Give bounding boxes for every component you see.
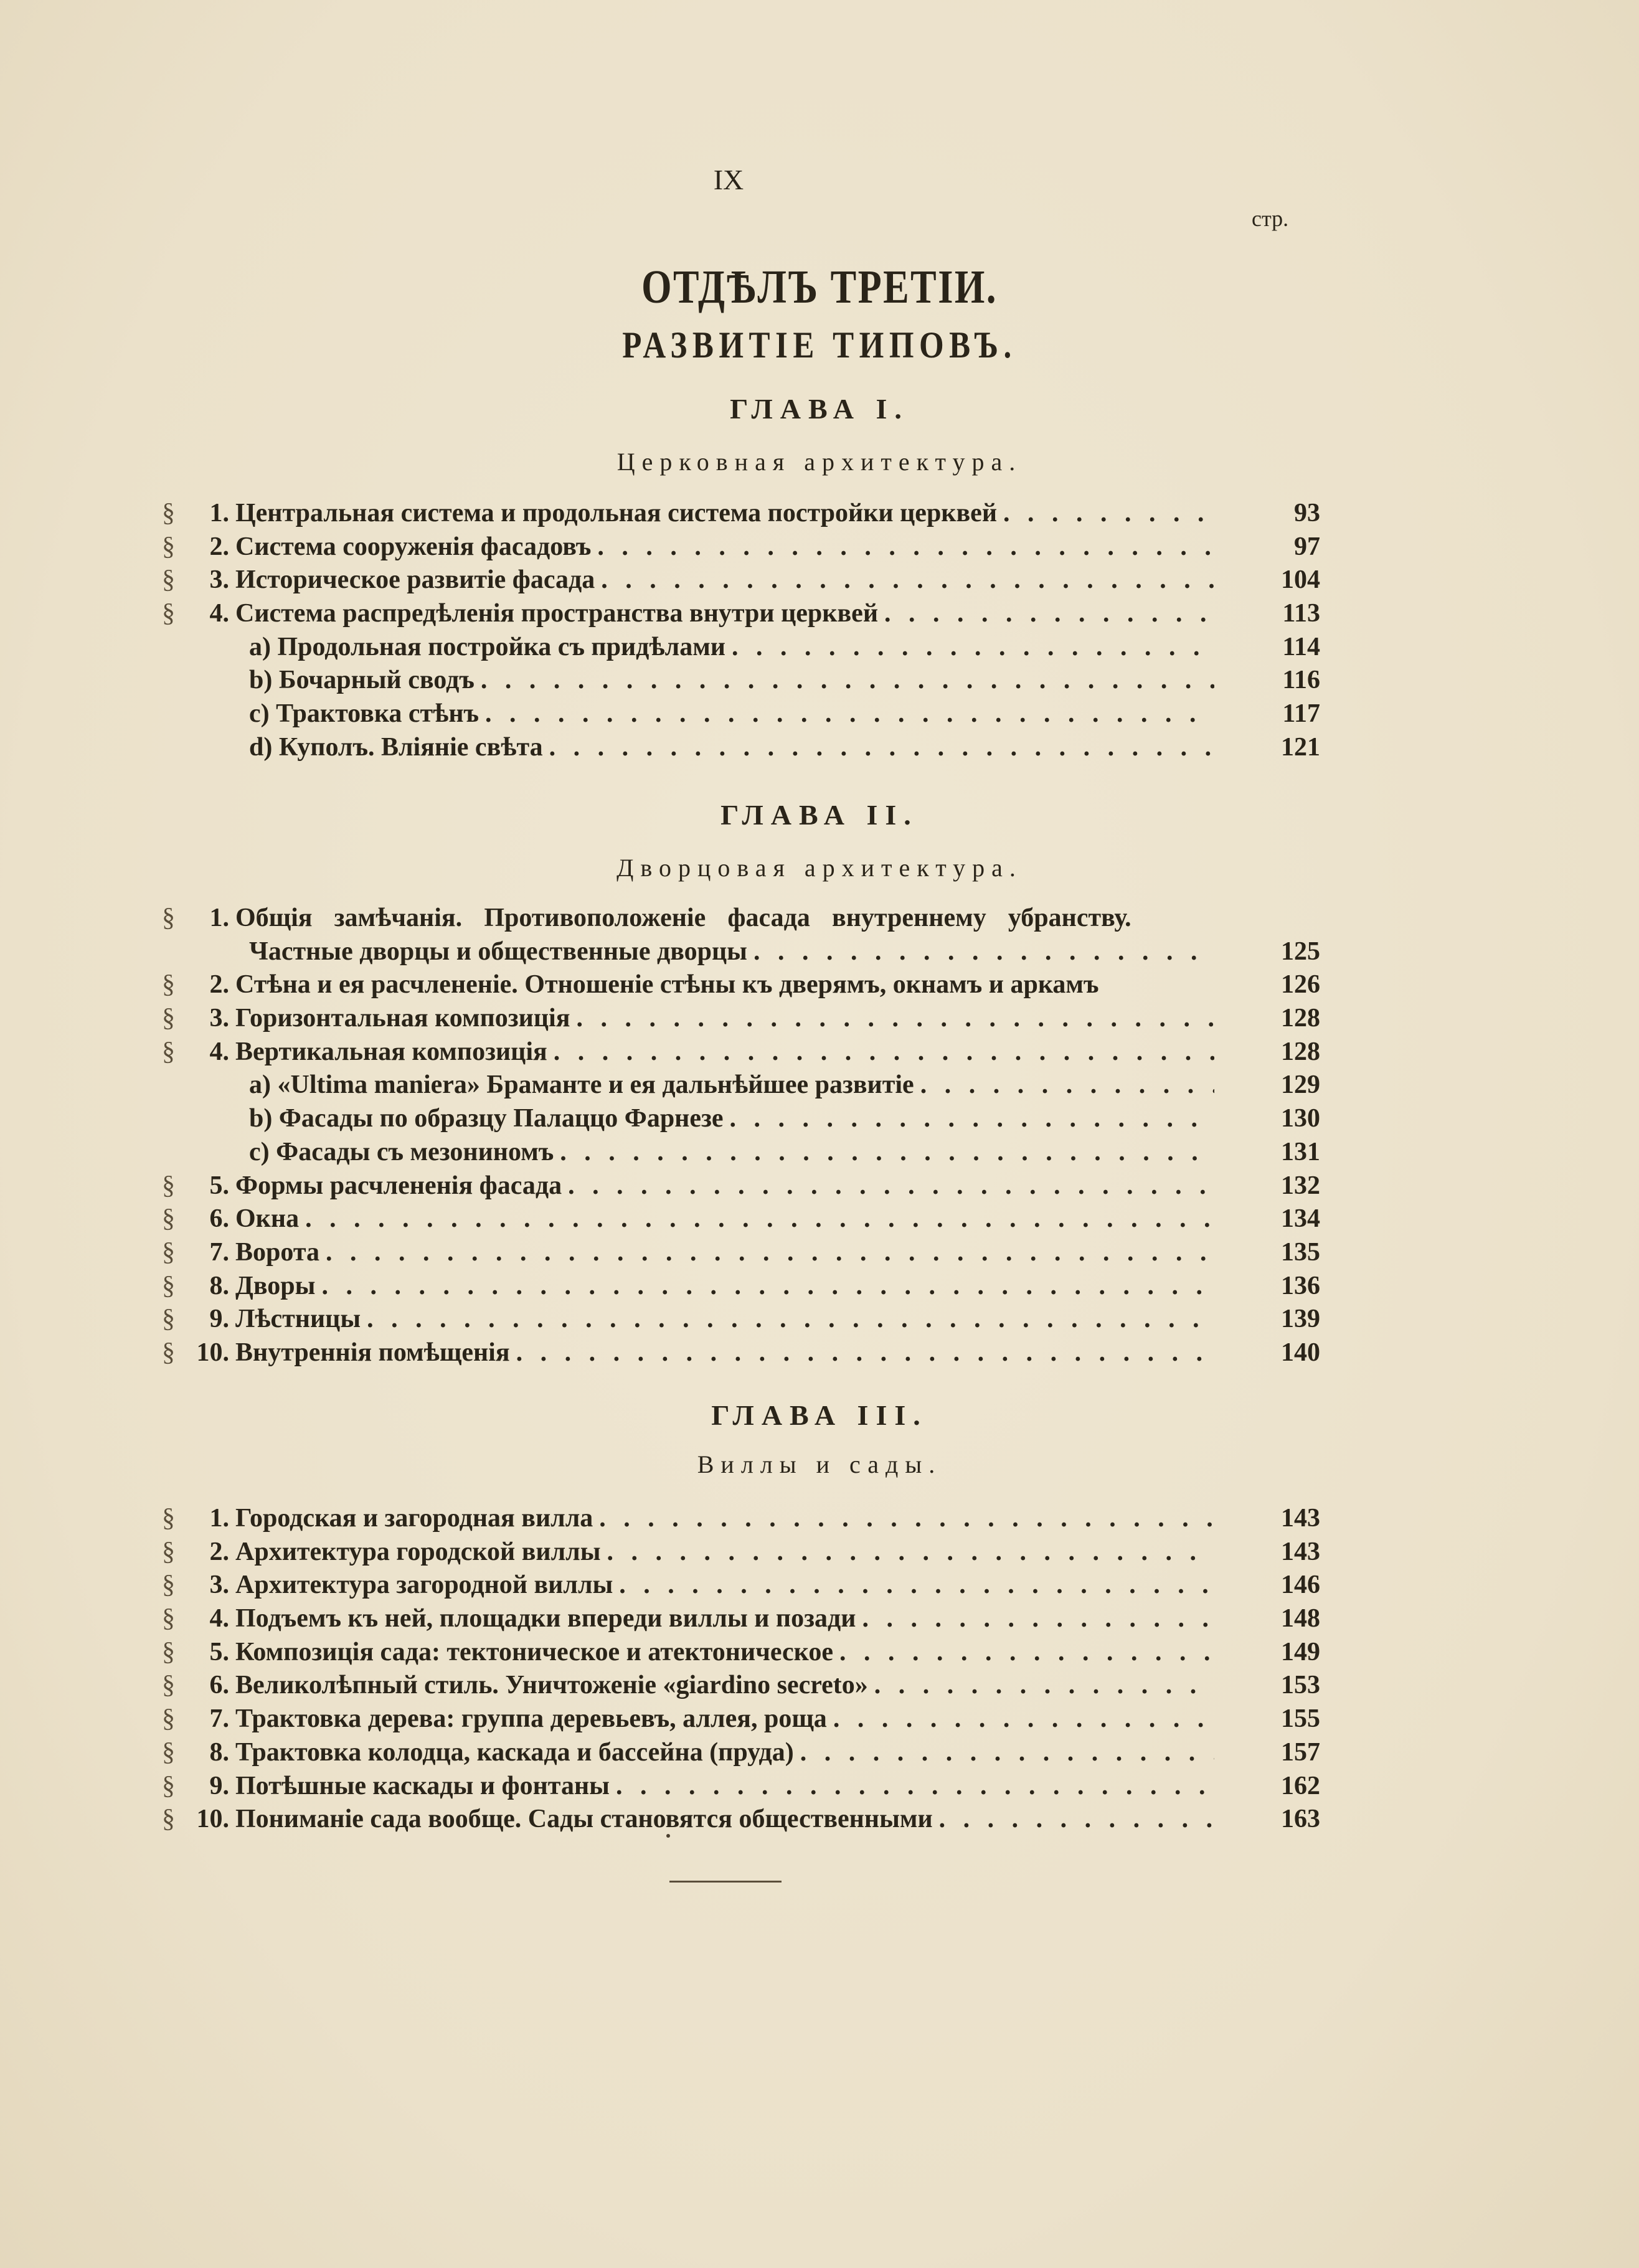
entry-number: 4.	[209, 1037, 229, 1066]
section-sign: §	[162, 1571, 175, 1600]
entry-title: a) Продольная постройка съ придѣлами	[249, 632, 726, 661]
entry-title: Подъемъ къ ней, площадки впереди виллы и позади	[235, 1604, 856, 1633]
entry-page-number: 153	[1281, 1671, 1320, 1700]
entry-page-number: 128	[1281, 1037, 1320, 1066]
entry-title: Внутреннія помѣщенія	[235, 1338, 510, 1367]
toc-entry	[162, 1036, 1320, 1069]
entry-title: Великолѣпный стиль. Уничтоженіе «giardino secreto»	[235, 1671, 868, 1700]
entry-title: Центральная система и продольная система постройки церквей	[235, 499, 998, 527]
entry-page-number: 135	[1281, 1237, 1320, 1267]
closing-rule	[669, 1881, 782, 1883]
entry-number: 5.	[209, 1637, 229, 1666]
leader-dots	[361, 1303, 1214, 1336]
entry-title: Городская и загородная вилла	[235, 1504, 593, 1533]
entry-page-number: 155	[1281, 1704, 1320, 1734]
entry-number: 10.	[196, 1338, 229, 1367]
leader-dots	[794, 1736, 1214, 1770]
entry-page-number: 163	[1281, 1805, 1320, 1834]
entry-page-number: 117	[1282, 699, 1320, 729]
entry-number: 9.	[209, 1305, 229, 1334]
entry-number: 1.	[209, 1504, 229, 1533]
toc-entry	[162, 1102, 1320, 1136]
leader-dots	[833, 1636, 1214, 1670]
entry-page-number: 93	[1294, 499, 1320, 527]
entry-title: Трактовка дерева: группа деревьевъ, аллея, роща	[235, 1704, 827, 1734]
leader-dots	[547, 1036, 1214, 1069]
entry-page-number: 136	[1281, 1271, 1320, 1300]
entry-number: 3.	[209, 1004, 229, 1033]
section-sign: §	[162, 1805, 175, 1834]
entry-page-number: 139	[1281, 1305, 1320, 1334]
toc-entry	[162, 497, 1320, 531]
leader-dots	[613, 1569, 1214, 1602]
leader-dots	[595, 564, 1214, 597]
entry-page-number: 157	[1281, 1737, 1320, 1767]
chapter-1-heading: ГЛАВА I.	[730, 393, 909, 425]
section-sign: §	[162, 599, 175, 628]
leader-dots	[827, 1703, 1214, 1736]
toc-entry	[162, 731, 1320, 765]
entry-number: 2.	[209, 970, 229, 999]
entry-title: Окна	[235, 1204, 300, 1234]
toc-entry	[162, 1336, 1320, 1370]
section-sign: §	[162, 1704, 175, 1734]
toc-entry	[162, 1136, 1320, 1169]
leader-dots	[299, 1203, 1214, 1236]
entry-title: Дворы	[235, 1271, 316, 1300]
entry-page-number: 148	[1281, 1604, 1320, 1633]
entry-number: 8.	[209, 1271, 229, 1300]
entry-title: Горизонтальная композиція	[235, 1004, 570, 1033]
leader-dots	[856, 1602, 1214, 1636]
toc-entry	[162, 1169, 1320, 1203]
entry-title: Архитектура городской виллы	[235, 1537, 601, 1566]
entry-title: b) Бочарный сводъ	[249, 666, 475, 695]
chapter-1-subheading: Церковная архитектура.	[616, 448, 1023, 476]
entry-page-number: 104	[1281, 565, 1320, 595]
leader-dots	[591, 531, 1214, 564]
entry-page-number: 149	[1281, 1637, 1320, 1666]
section-sign: §	[162, 1637, 175, 1666]
page-folio: IX	[713, 164, 744, 196]
entry-number: 7.	[209, 1237, 229, 1267]
toc-entry	[162, 1002, 1320, 1036]
toc-entry	[162, 1203, 1320, 1236]
toc-entry	[162, 531, 1320, 564]
toc-entry	[162, 968, 1320, 1002]
entry-number: 5.	[209, 1171, 229, 1200]
toc-entry	[162, 664, 1320, 697]
leader-dots	[1131, 902, 1214, 935]
section-sign: §	[162, 1771, 175, 1800]
entry-title: c) Трактовка стѣнъ	[249, 699, 479, 729]
toc-entry	[162, 1803, 1320, 1836]
entry-page-number: 130	[1281, 1104, 1320, 1133]
section-sign: §	[162, 1737, 175, 1767]
leader-dots	[868, 1669, 1214, 1703]
chapter-2-subheading: Дворцовая архитектура.	[616, 854, 1023, 882]
section-sign: §	[162, 1504, 175, 1533]
leader-dots	[554, 1136, 1214, 1169]
toc-entry	[162, 1236, 1320, 1270]
entry-number: 1.	[209, 904, 229, 932]
entry-page-number: 131	[1281, 1137, 1320, 1166]
entry-title: d) Куполъ. Вліяніе свѣта	[249, 732, 543, 762]
leader-dots	[475, 664, 1214, 697]
entry-page-number: 140	[1281, 1338, 1320, 1367]
leader-dots	[610, 1770, 1214, 1803]
entry-title: Лѣстницы	[235, 1305, 361, 1334]
entry-number: 3.	[209, 565, 229, 595]
chapter-3-subheading: Виллы и сады.	[697, 1450, 942, 1478]
section-sign: §	[162, 1271, 175, 1300]
section-sign: §	[162, 1671, 175, 1700]
toc-entry	[162, 902, 1320, 935]
section-sign: §	[162, 1237, 175, 1267]
leader-dots	[914, 1069, 1214, 1102]
entry-title: Система сооруженія фасадовъ	[235, 532, 592, 561]
chapter-1-entries	[162, 497, 1320, 765]
toc-entry	[162, 1636, 1320, 1670]
section-sign: §	[162, 1037, 175, 1066]
toc-entry	[162, 1303, 1320, 1336]
leader-dots	[543, 731, 1214, 765]
entry-page-number: 121	[1281, 732, 1320, 762]
entry-title: Архитектура загородной виллы	[235, 1571, 613, 1600]
toc-entry	[162, 1669, 1320, 1703]
leader-dots	[933, 1803, 1214, 1836]
section-sign: §	[162, 1171, 175, 1200]
entry-number: 2.	[209, 532, 229, 561]
entry-page-number: 162	[1281, 1771, 1320, 1800]
leader-dots	[724, 1102, 1214, 1136]
chapter-2-entries	[162, 902, 1320, 1370]
part-title: ОТДѢЛЪ ТРЕТIИ.	[641, 261, 998, 313]
entry-title: Общія замѣчанія. Противоположеніе фасада внутреннему убранству.	[235, 904, 1131, 932]
entry-number: 1.	[209, 499, 229, 527]
part-subtitle: РАЗВИТIЕ ТИПОВЪ.	[622, 324, 1017, 366]
ornament-dot	[666, 1834, 670, 1838]
entry-page-number: 97	[1294, 532, 1320, 561]
entry-title: Вертикальная композиція	[235, 1037, 547, 1066]
chapter-2-heading: ГЛАВА II.	[720, 799, 919, 831]
entry-page-number: 113	[1282, 599, 1320, 628]
toc-entry	[162, 597, 1320, 631]
leader-dots	[570, 1002, 1214, 1036]
entry-page-number: 143	[1281, 1504, 1320, 1533]
toc-entry	[162, 1703, 1320, 1736]
leader-dots	[1099, 968, 1215, 1002]
entry-number: 4.	[209, 599, 229, 628]
entry-number: 4.	[209, 1604, 229, 1633]
entry-title: Стѣна и ея расчлененіе. Отношеніе стѣны къ дверямъ, окнамъ и аркамъ	[235, 970, 1099, 999]
toc-entry	[162, 1770, 1320, 1803]
entry-page-number: 134	[1281, 1204, 1320, 1234]
entry-page-number: 114	[1282, 632, 1320, 661]
entry-page-number: 125	[1281, 937, 1320, 966]
toc-entry	[162, 1602, 1320, 1636]
toc-entry	[162, 564, 1320, 597]
entry-title: a) «Ultima maniera» Браманте и ея дальнѣйшее развитіе	[249, 1070, 914, 1100]
entry-page-number: 128	[1281, 1004, 1320, 1033]
section-sign: §	[162, 1204, 175, 1234]
page-column-label: стр.	[1252, 206, 1289, 231]
entry-page-number: 132	[1281, 1171, 1320, 1200]
toc-entry	[162, 1536, 1320, 1569]
entry-number: 6.	[209, 1671, 229, 1700]
entry-number: 7.	[209, 1704, 229, 1734]
chapter-3-entries	[162, 1502, 1320, 1836]
leader-dots	[878, 597, 1214, 631]
toc-entry	[162, 1736, 1320, 1770]
section-sign: §	[162, 1537, 175, 1566]
leader-dots	[510, 1336, 1214, 1370]
entry-number: 6.	[209, 1204, 229, 1234]
entry-number: 2.	[209, 1537, 229, 1566]
leader-dots	[593, 1502, 1214, 1536]
entry-title: Система распредѣленія пространства внутри церквей	[235, 599, 879, 628]
entry-title: Историческое развитіе фасада	[235, 565, 595, 595]
entry-title: c) Фасады съ мезониномъ	[249, 1137, 554, 1166]
entry-number: 8.	[209, 1737, 229, 1767]
toc-entry	[162, 935, 1320, 969]
entry-number: 3.	[209, 1571, 229, 1600]
section-sign: §	[162, 499, 175, 527]
entry-title: Композиція сада: тектоническое и атектоническое	[235, 1637, 833, 1666]
toc-entry	[162, 1270, 1320, 1303]
leader-dots	[747, 935, 1214, 969]
leader-dots	[315, 1270, 1214, 1303]
toc-entry	[162, 1502, 1320, 1536]
entry-number: 9.	[209, 1771, 229, 1800]
entry-page-number: 129	[1281, 1070, 1320, 1100]
leader-dots	[479, 697, 1214, 731]
entry-title: Частные дворцы и общественные дворцы	[249, 937, 747, 966]
leader-dots	[562, 1169, 1214, 1203]
toc-entry	[162, 1069, 1320, 1102]
leader-dots	[997, 497, 1214, 531]
leader-dots	[725, 631, 1214, 664]
section-sign: §	[162, 1305, 175, 1334]
section-sign: §	[162, 1604, 175, 1633]
toc-entry	[162, 1569, 1320, 1602]
entry-title: Ворота	[235, 1237, 319, 1267]
entry-page-number: 116	[1282, 666, 1320, 695]
section-sign: §	[162, 565, 175, 595]
entry-title: Трактовка колодца, каскада и бассейна (пруда)	[235, 1737, 794, 1767]
toc-entry	[162, 631, 1320, 664]
leader-dots	[319, 1236, 1214, 1270]
leader-dots	[601, 1536, 1214, 1569]
entry-page-number: 143	[1281, 1537, 1320, 1566]
section-sign: §	[162, 970, 175, 999]
entry-number: 10.	[196, 1805, 229, 1834]
entry-title: Формы расчлененія фасада	[235, 1171, 562, 1200]
entry-page-number: 126	[1281, 970, 1320, 999]
section-sign: §	[162, 1338, 175, 1367]
section-sign: §	[162, 904, 175, 932]
section-sign: §	[162, 1004, 175, 1033]
entry-page-number: 146	[1281, 1571, 1320, 1600]
toc-entry	[162, 697, 1320, 731]
section-sign: §	[162, 532, 175, 561]
chapter-3-heading: ГЛАВА III.	[711, 1399, 928, 1431]
entry-title: b) Фасады по образцу Палаццо Фарнезе	[249, 1104, 724, 1133]
entry-title: Пониманіе сада вообще. Сады становятся общественными	[235, 1805, 933, 1834]
entry-title: Потѣшные каскады и фонтаны	[235, 1771, 610, 1800]
